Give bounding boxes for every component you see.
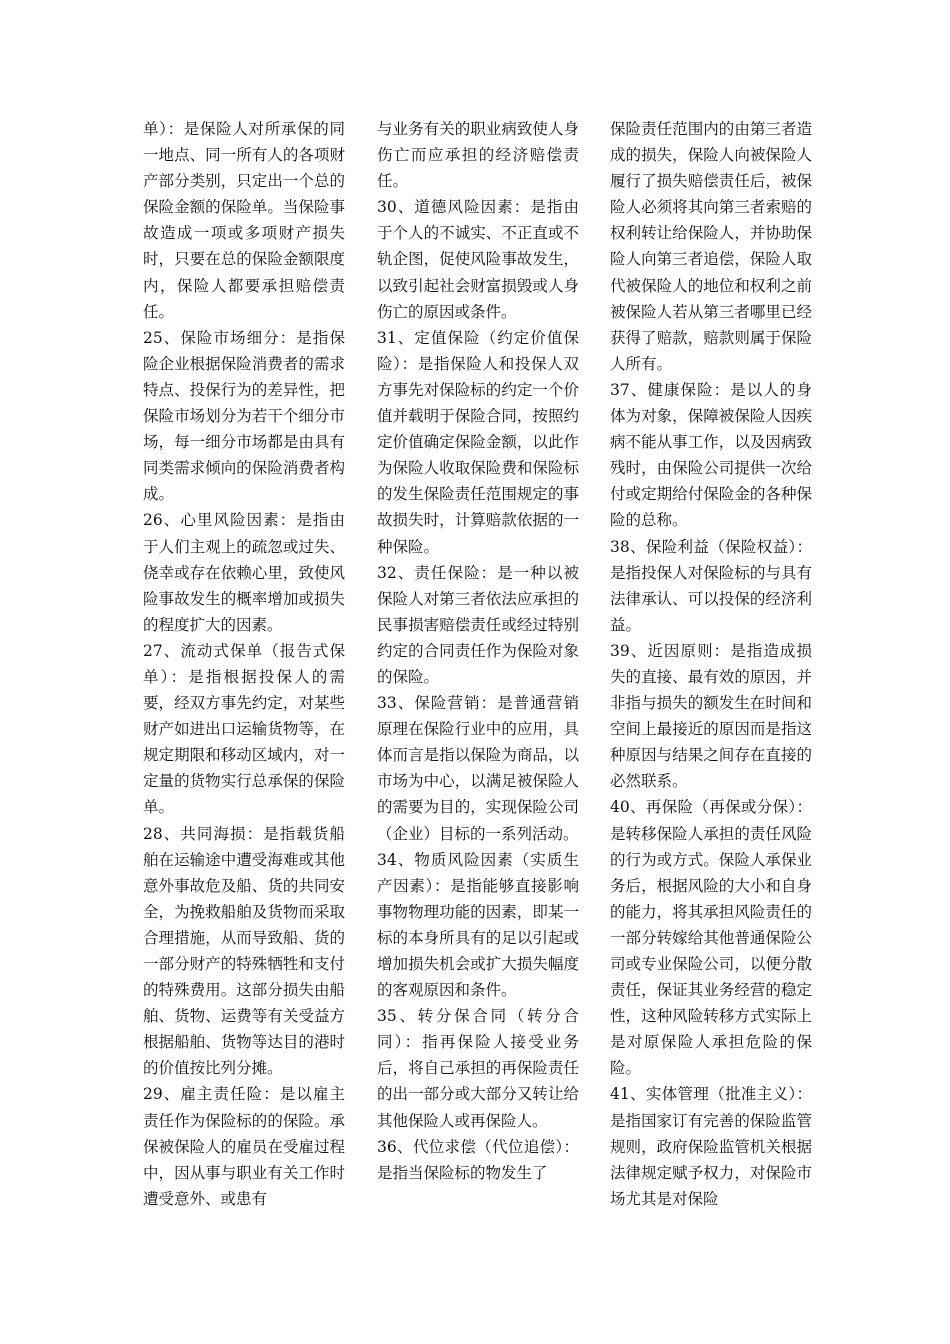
paragraph: 33、保险营销：是普通营销原理在保险行业中的应用，具体而言是指以保险为商品，以市场为中心，以满足被保险人的需要为目的，实现保险公司（企业）目标的一系列活动。 xyxy=(377,694,579,843)
paragraph: 26、心里风险因素：是指由于人们主观上的疏忽或过失、侥幸或存在依赖心里，致使风险事故发生的概率增加或损失的程度扩大的因素。 xyxy=(143,511,345,634)
paragraph: 37、健康保险：是以人的身体为对象，保障被保险人因疾病不能从事工作，以及因病致残时，由保险公司提供一次给付或定期给付保险金的各种保险的总称。 xyxy=(610,380,812,530)
paragraph: 30、道德风险因素：是指由于个人的不诚实、不正直或不轨企图，促使风险事故发生，以致引起社会财富损毁或人身伤亡的原因或条件。 xyxy=(377,198,579,321)
paragraph: 29、雇主责任险：是以雇主责任作为保险标的的保险。承保被保险人的雇员在受雇过程中，因从事与职业有关工作时遭受意外、或患有 xyxy=(143,1085,345,1208)
text-column-1 xyxy=(143,116,345,1266)
paragraph: 40、再保险（再保或分保）：是转移保险人承担的责任风险的行为或方式。保险人承保业务后，根据风险的大小和自身的能力，将其承担风险责任的一部分转嫁给其他普通保险公司或专业保险公司，以便分散责任，保证其业务经营的稳定性，这种风险转移方式实际上是对原保险人承担危险的保险。 xyxy=(610,798,812,1078)
paragraph: 31、定值保险（约定价值保险）：是指保险人和投保人双方事先对保险标的约定一个价值并载明于保险合同，按照约定价值确定保险金额，以此作为保险人收取保险费和保险标的发生保险责任范围规定的事故损失时，计算赔款依据的一种保险。 xyxy=(377,328,579,556)
paragraph: 38、保险利益（保险权益）：是指投保人对保险标的与具有法律承认、可以投保的经济利益。 xyxy=(610,537,812,634)
paragraph: 35、转分保合同（转分合同）：指再保险人接受业务后，将自己承担的再保险责任的出一部分或大部分又转让给其他保险人或再保险人。 xyxy=(377,1007,579,1130)
paragraph: 34、物质风险因素（实质生产因素）：是指能够直接影响事物物理功能的因素，即某一标的本身所具有的足以引起或增加损失机会或扩大损失幅度的客观原因和条件。 xyxy=(377,850,579,1000)
paragraph: 36、代位求偿（代位追偿）：是指当保险标的物发生了 xyxy=(377,1137,579,1182)
paragraph: 27、流动式保单（报告式保单）：是指根据投保人的需要，经双方事先约定，对某些财产如进出口运输货物等，在规定期限和移动区域内，对一定量的货物实行总承保的保险单。 xyxy=(143,641,345,817)
text-column-3 xyxy=(610,116,812,1266)
paragraph: 25、保险市场细分：是指保险企业根据保险消费者的需求特点、投保行为的差异性，把保险市场划分为若干个细分市场，每一细分市场都是由具有同类需求倾向的保险消费者构成。 xyxy=(143,328,345,504)
paragraph: 32、责任保险：是一种以被保险人对第三者依法应承担的民事损害赔偿责任或经过特别约定的合同责任作为保险对象的保险。 xyxy=(377,563,579,686)
paragraph: 28、共同海损：是指载货船舶在运输途中遭受海难或其他意外事故危及船、货的共同安全，为挽救船舶及货物而采取合理措施，从而导致船、货的一部分财产的特殊牺牲和支付的特殊费用。这部分损失由船舶、货物、运费等有关受益方根据船舶、货物等达目的港时的价值按比列分摊。 xyxy=(143,824,345,1078)
paragraph: 41、实体管理（批准主义）：是指国家订有完善的保险监管规则，政府保险监管机关根据法律规定赋予权力，对保险市场尤其是对保险 xyxy=(610,1085,812,1208)
paragraph: 与业务有关的职业病致使人身伤亡而应承担的经济赔偿责任。 xyxy=(377,120,579,191)
text-column-2 xyxy=(377,116,579,1266)
paragraph: 39、近因原则：是指造成损失的直接、最有效的原因，并非指与损失的额发生在时间和空间上最接近的原因而是指这种原因与结果之间存在直接的必然联系。 xyxy=(610,641,812,791)
paragraph: 保险责任范围内的由第三者造成的损失，保险人向被保险人履行了损失赔偿责任后，被保险人必须将其向第三者索赔的权利转让给保险人，并协助保险人向第三者追偿，保险人取代被保险人的地位和权利之前被保险人若从第三者哪里已经获得了赔款，赔款则属于保险人所有。 xyxy=(610,120,812,373)
paragraph: 单）：是保险人对所承保的同一地点、同一所有人的各项财产部分类别，只定出一个总的保险金额的保险单。当保险事故造成一项或多项财产损失时，只要在总的保险金额限度内，保险人都要承担赔偿责任。 xyxy=(143,120,345,321)
